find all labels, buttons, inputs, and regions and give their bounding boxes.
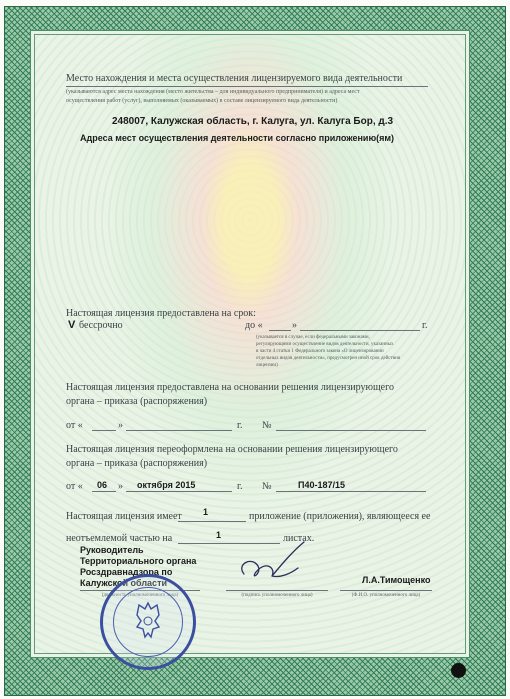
decision-number-line <box>276 430 426 431</box>
signatory-title-2: Территориального органа <box>80 556 197 566</box>
reissue-number-line <box>276 491 426 492</box>
term-note-5: лицензии) <box>256 363 278 368</box>
reissue-number: П40-187/15 <box>298 480 346 490</box>
signatory-title-3: Росздравнадзора по <box>80 567 173 577</box>
decision-from: от « <box>66 420 83 431</box>
term-year: г. <box>422 320 428 331</box>
signature-line <box>226 590 328 591</box>
reissue-day: 06 <box>97 480 108 490</box>
term-note-4: отдельных видов деятельности», предусмотрен иной срок действия <box>256 356 401 361</box>
decision-day-line <box>92 430 116 431</box>
location-heading: Место нахождения и места осуществления лицензируемого вида деятельности <box>66 73 403 84</box>
location-note-1: (указываются адрес места нахождения (место жительства – для индивидуального предпринимателя) и адреса мест <box>66 89 360 95</box>
decision-close-quote: » <box>118 420 123 431</box>
term-note-3: в части 4 статьи 1 Федерального закона «О лицензировании <box>256 349 384 354</box>
punch-hole-dot <box>451 663 466 678</box>
decision-year: г. <box>237 420 243 431</box>
decision-line-1: Настоящая лицензия предоставлена на основании решения лицензирующего <box>66 382 394 393</box>
reissue-line-2: органа – приказа (распоряжения) <box>66 458 208 469</box>
attachments-part-of: неотъемлемой частью на <box>66 533 173 544</box>
decision-line-2: органа – приказа (распоряжения) <box>66 396 208 407</box>
checkbox-mark: V <box>68 319 76 331</box>
location-note-2: осуществления работ (услуг), выполняемых (оказываемых) в составе лицензируемого вида деятельности) <box>66 98 338 104</box>
term-indefinite: бессрочно <box>79 320 123 331</box>
signature-graphic <box>232 538 312 586</box>
term-label: Настоящая лицензия предоставлена на срок: <box>66 308 256 319</box>
term-note-2: регулирующими осуществление видов деятельности, указанных <box>256 342 394 347</box>
address-value: 248007, Калужская область, г. Калуга, ул. Калуга Бор, д.3 <box>112 116 394 127</box>
reissue-year: г. <box>237 481 243 492</box>
attachments-count-line <box>178 521 246 522</box>
reissue-month-line <box>126 491 232 492</box>
reissue-number-sign: № <box>262 481 272 492</box>
caption-name: (Ф.И.О. уполномоченного лица) <box>351 593 421 598</box>
decision-month-line <box>126 430 232 431</box>
signatory-title-4: Калужской области <box>80 578 168 588</box>
sheets-label: листах. <box>283 533 315 544</box>
reissue-month-year: октября 2015 <box>137 480 196 490</box>
signatory-title-1: Руководитель <box>80 545 144 555</box>
attachments-rest: приложение (приложения), являющееся ее <box>249 511 431 522</box>
eagle-emblem-icon <box>131 599 165 643</box>
caption-signature: (подпись уполномоченного лица) <box>241 593 313 598</box>
official-seal <box>100 574 196 670</box>
attachments-count: 1 <box>203 507 209 517</box>
rule <box>66 86 428 87</box>
caption-position: (должность уполномоченного лица) <box>101 593 179 598</box>
addresses-note: Адреса мест осуществления деятельности согласно приложению(ям) <box>80 133 395 143</box>
term-until: до « <box>245 320 263 331</box>
decision-number-sign: № <box>262 420 272 431</box>
reissue-from: от « <box>66 481 83 492</box>
term-close-quote: » <box>292 320 297 331</box>
attachments-has: Настоящая лицензия имеет <box>66 511 182 522</box>
month-line <box>300 330 420 331</box>
term-note-1: (указывается в случае, если федеральными законами, <box>256 335 370 340</box>
reissue-line-1: Настоящая лицензия переоформлена на основании решения лицензирующего <box>66 444 398 455</box>
reissue-close-quote: » <box>118 481 123 492</box>
day-line <box>269 330 291 331</box>
reissue-day-line <box>92 491 116 492</box>
signatory-name: Л.А.Тимощенко <box>362 575 431 585</box>
sheets-count: 1 <box>216 530 222 540</box>
name-line <box>340 590 432 591</box>
